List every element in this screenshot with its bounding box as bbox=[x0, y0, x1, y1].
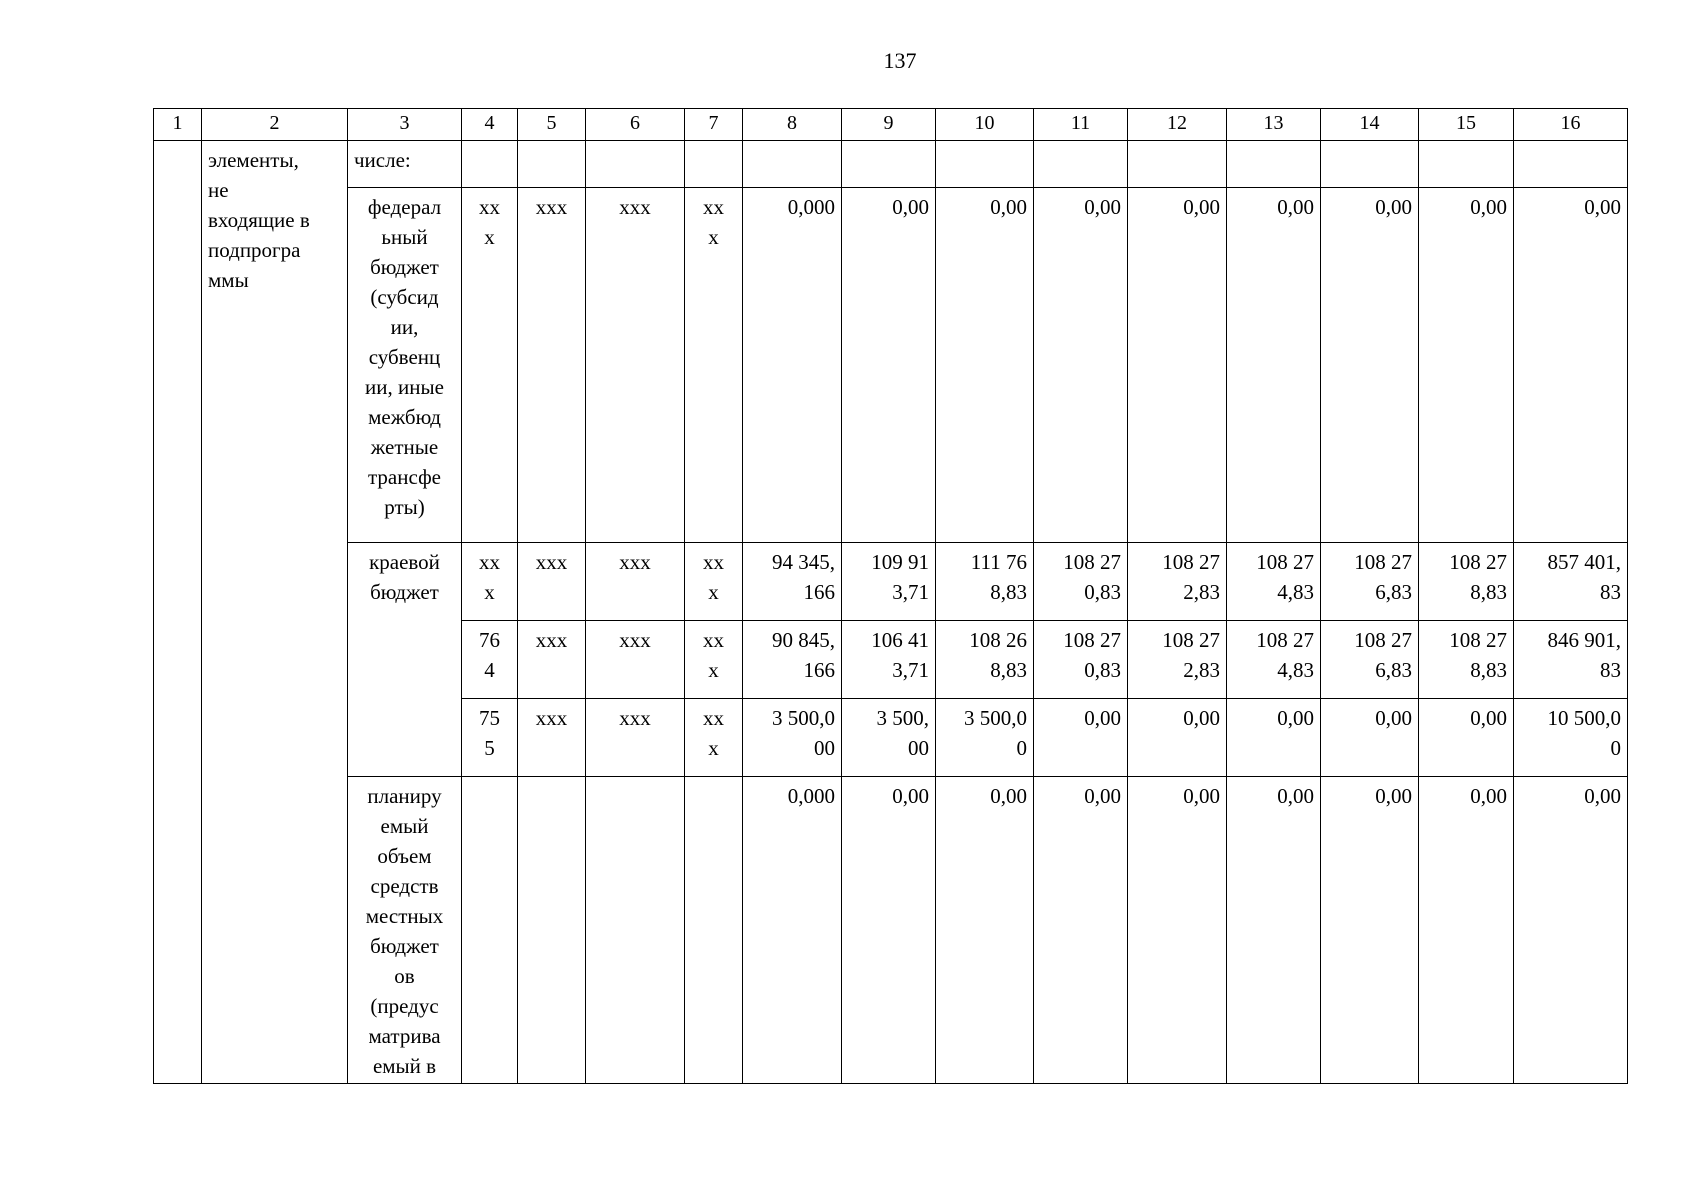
cell: 3 500, 00 bbox=[842, 699, 936, 777]
cell: 108 27 2,83 bbox=[1128, 621, 1227, 699]
cell: ххх bbox=[586, 188, 685, 543]
cell: 108 27 2,83 bbox=[1128, 543, 1227, 621]
cell: 0,00 bbox=[842, 777, 936, 1084]
cell-col1 bbox=[154, 141, 202, 1084]
cell bbox=[743, 141, 842, 188]
cell: ххх bbox=[586, 621, 685, 699]
cell: 3 500,0 00 bbox=[743, 699, 842, 777]
cell: хх х bbox=[685, 699, 743, 777]
cell: 108 26 8,83 bbox=[936, 621, 1034, 699]
cell: хх х bbox=[685, 188, 743, 543]
budget-table bbox=[153, 108, 1628, 1084]
cell-col3: краевой бюджет bbox=[348, 543, 462, 777]
col-header: 13 bbox=[1227, 109, 1321, 141]
col-header: 7 bbox=[685, 109, 743, 141]
cell: 108 27 4,83 bbox=[1227, 621, 1321, 699]
cell: 0,00 bbox=[1419, 188, 1514, 543]
cell bbox=[1034, 141, 1128, 188]
cell: 111 76 8,83 bbox=[936, 543, 1034, 621]
cell: 108 27 8,83 bbox=[1419, 621, 1514, 699]
cell: 109 91 3,71 bbox=[842, 543, 936, 621]
cell: 0,00 bbox=[936, 777, 1034, 1084]
cell bbox=[1321, 141, 1419, 188]
col-header: 3 bbox=[348, 109, 462, 141]
page-number: 137 bbox=[883, 48, 917, 73]
cell-col3: планиру емый объем средств местных бюджет ов (предус матрива емый в bbox=[348, 777, 462, 1084]
cell: 0,00 bbox=[1321, 777, 1419, 1084]
cell-col3: числе: bbox=[348, 141, 462, 188]
cell: 0,00 bbox=[1419, 699, 1514, 777]
cell bbox=[462, 777, 518, 1084]
cell: 108 27 6,83 bbox=[1321, 621, 1419, 699]
cell bbox=[1128, 141, 1227, 188]
cell: 108 27 8,83 bbox=[1419, 543, 1514, 621]
cell: 857 401, 83 bbox=[1514, 543, 1628, 621]
cell bbox=[518, 777, 586, 1084]
cell: ххх bbox=[586, 699, 685, 777]
col-header: 2 bbox=[202, 109, 348, 141]
col-header: 11 bbox=[1034, 109, 1128, 141]
cell: хх х bbox=[462, 543, 518, 621]
cell: 75 5 bbox=[462, 699, 518, 777]
cell: ххх bbox=[586, 543, 685, 621]
table-row bbox=[154, 777, 1628, 1084]
cell bbox=[1227, 141, 1321, 188]
cell: 3 500,0 0 bbox=[936, 699, 1034, 777]
col-header: 12 bbox=[1128, 109, 1227, 141]
cell: ххх bbox=[518, 188, 586, 543]
table-row bbox=[154, 141, 1628, 188]
cell: 0,000 bbox=[743, 188, 842, 543]
cell: 94 345, 166 bbox=[743, 543, 842, 621]
cell: 0,00 bbox=[1227, 777, 1321, 1084]
cell: 108 27 4,83 bbox=[1227, 543, 1321, 621]
col-header: 10 bbox=[936, 109, 1034, 141]
cell-col3: федерал ьный бюджет (субсид ии, субвенц ии, иные межбюд жетные трансфе рты) bbox=[348, 188, 462, 543]
cell: 846 901, 83 bbox=[1514, 621, 1628, 699]
cell bbox=[685, 141, 743, 188]
cell: 0,00 bbox=[1321, 699, 1419, 777]
cell bbox=[586, 141, 685, 188]
cell: 0,00 bbox=[1419, 777, 1514, 1084]
cell bbox=[685, 777, 743, 1084]
cell: ххх bbox=[518, 543, 586, 621]
col-header: 6 bbox=[586, 109, 685, 141]
cell: 0,000 bbox=[743, 777, 842, 1084]
cell: хх х bbox=[685, 543, 743, 621]
cell: 0,00 bbox=[1128, 777, 1227, 1084]
cell: 108 27 0,83 bbox=[1034, 543, 1128, 621]
cell bbox=[1419, 141, 1514, 188]
cell: 76 4 bbox=[462, 621, 518, 699]
cell: 0,00 bbox=[936, 188, 1034, 543]
cell bbox=[462, 141, 518, 188]
cell bbox=[936, 141, 1034, 188]
cell: хх х bbox=[462, 188, 518, 543]
cell bbox=[518, 141, 586, 188]
cell: ххх bbox=[518, 621, 586, 699]
col-header: 8 bbox=[743, 109, 842, 141]
col-header: 16 bbox=[1514, 109, 1628, 141]
col-header: 1 bbox=[154, 109, 202, 141]
cell: хх х bbox=[685, 621, 743, 699]
cell: 0,00 bbox=[1034, 777, 1128, 1084]
header-row bbox=[154, 109, 1628, 141]
cell: 108 27 6,83 bbox=[1321, 543, 1419, 621]
table-row bbox=[154, 543, 1628, 621]
cell: 106 41 3,71 bbox=[842, 621, 936, 699]
cell-col2: элементы, не входящие в подпрогра ммы bbox=[202, 141, 348, 1084]
cell: 0,00 bbox=[842, 188, 936, 543]
cell bbox=[842, 141, 936, 188]
cell bbox=[1514, 141, 1628, 188]
cell: 0,00 bbox=[1227, 188, 1321, 543]
cell bbox=[586, 777, 685, 1084]
cell: 0,00 bbox=[1227, 699, 1321, 777]
col-header: 14 bbox=[1321, 109, 1419, 141]
col-header: 5 bbox=[518, 109, 586, 141]
cell: 0,00 bbox=[1034, 188, 1128, 543]
cell: 10 500,0 0 bbox=[1514, 699, 1628, 777]
col-header: 15 bbox=[1419, 109, 1514, 141]
cell: 0,00 bbox=[1321, 188, 1419, 543]
cell: 0,00 bbox=[1514, 188, 1628, 543]
cell: ххх bbox=[518, 699, 586, 777]
col-header: 4 bbox=[462, 109, 518, 141]
cell: 0,00 bbox=[1034, 699, 1128, 777]
table-row bbox=[154, 188, 1628, 543]
cell: 90 845, 166 bbox=[743, 621, 842, 699]
cell: 0,00 bbox=[1128, 188, 1227, 543]
col-header: 9 bbox=[842, 109, 936, 141]
cell: 0,00 bbox=[1514, 777, 1628, 1084]
cell: 0,00 bbox=[1128, 699, 1227, 777]
cell: 108 27 0,83 bbox=[1034, 621, 1128, 699]
